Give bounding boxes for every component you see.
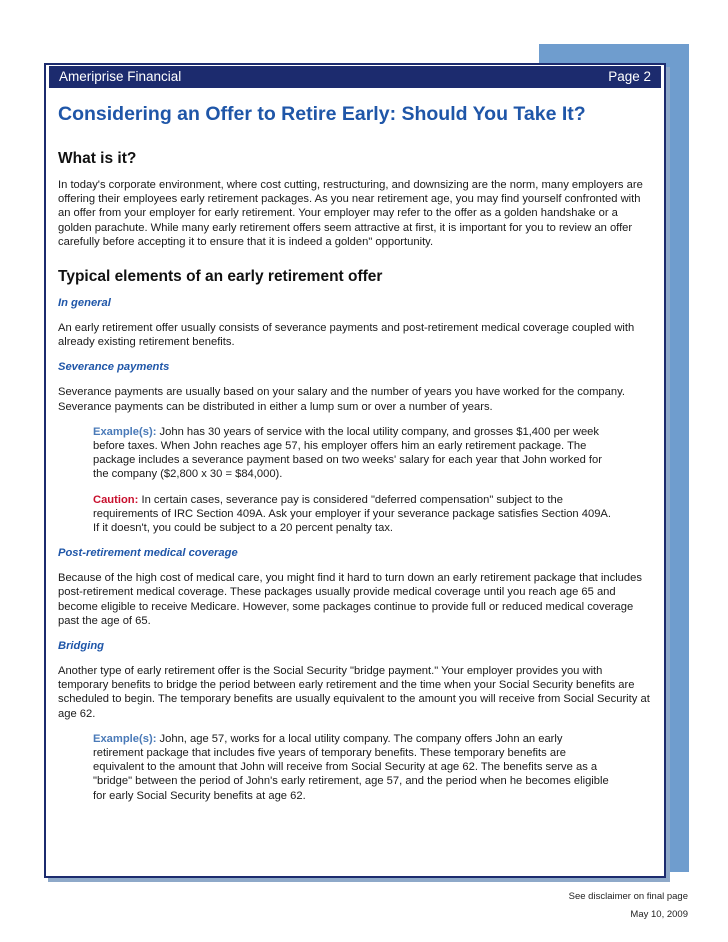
- in-general-body: An early retirement offer usually consists of severance payments and post-retirement medical coverage coupled with already existing retirement benefits.: [58, 322, 635, 349]
- example-label: Example(s):: [93, 732, 157, 745]
- medical-subheading: Post-retirement medical coverage: [58, 547, 238, 560]
- severance-subheading: Severance payments: [58, 361, 170, 374]
- severance-body: Severance payments are usually based on your salary and the number of years you have worked for the company. Severance payments can be distributed in either a lump sum or over a number of years.: [58, 386, 625, 413]
- bridging-body: Another type of early retirement offer is the Social Security "bridge payment." Your employer provides you with temporary benefits to bridge the period between early retirement and the time when your Social Security benefits are scheduled to begin. The temporary benefits are usually equivalent to the amount you will receive from Social Security at age 62.: [58, 665, 650, 720]
- typical-elements-heading: Typical elements of an early retirement offer: [58, 268, 383, 286]
- what-is-it-heading: What is it?: [58, 150, 137, 167]
- severance-example: [93, 425, 614, 482]
- company-name: Ameriprise Financial: [59, 69, 182, 84]
- medical-body: Because of the high cost of medical care, you might find it hard to turn down an early retirement package that includes post-retirement medical coverage. These packages usually provide medical coverage until you reach age 65 and become eligible to receive Medicare. However, some packages continue to provide full or reduced medical coverage past the age of 65.: [58, 572, 642, 627]
- bridging-subheading: Bridging: [58, 640, 104, 653]
- example-text: John has 30 years of service with the local utility company, and grosses $1,400 per week before taxes. When John reaches age 57, his employer offers him an early retirement package. The package includes a severance payment based on two weeks' salary for each year that John worked for the company ($2,800 x 30 = $84,000).: [93, 425, 602, 481]
- document-content: [58, 102, 654, 814]
- caution-label: Caution:: [93, 493, 139, 506]
- bridging-example: [93, 732, 614, 803]
- header-bar: [49, 66, 661, 88]
- caution-text: In certain cases, severance pay is considered "deferred compensation" subject to the requirements of IRC Section 409A. Ask your employer if your severance package satisfies Section 409A. If it doesn't, you could be subject to a 20 percent penalty tax.: [93, 493, 611, 535]
- example-label: Example(s):: [93, 425, 157, 438]
- footer-disclaimer: See disclaimer on final page: [568, 891, 688, 902]
- severance-caution: [93, 493, 614, 536]
- what-is-it-body: In today's corporate environment, where cost cutting, restructuring, and downsizing are the norm, many employers are offering their employees early retirement packages. As you near retirement age, you may find yourself confronted with an offer from your employer for early retirement. Your employer may refer to the offer as a golden handshake or a golden parachute. While many early retirement offers seem attractive at first, it is important for you to review an offer carefully before accepting it to ensure that it is indeed a golden" opportunity.: [58, 179, 643, 248]
- in-general-subheading: In general: [58, 297, 111, 310]
- page-number: Page 2: [608, 69, 651, 84]
- footer-date: May 10, 2009: [630, 909, 688, 920]
- page-title: Considering an Offer to Retire Early: Should You Take It?: [58, 103, 586, 125]
- example-text: John, age 57, works for a local utility company. The company offers John an early retirement package that includes five years of temporary benefits. These temporary benefits are equivalent to the amount that John will receive from Social Security at age 62. The benefits serve as a "bridge" between the period of John's early retirement, age 57, and the period when he becomes eligible for early Social Security benefits at age 62.: [93, 732, 609, 802]
